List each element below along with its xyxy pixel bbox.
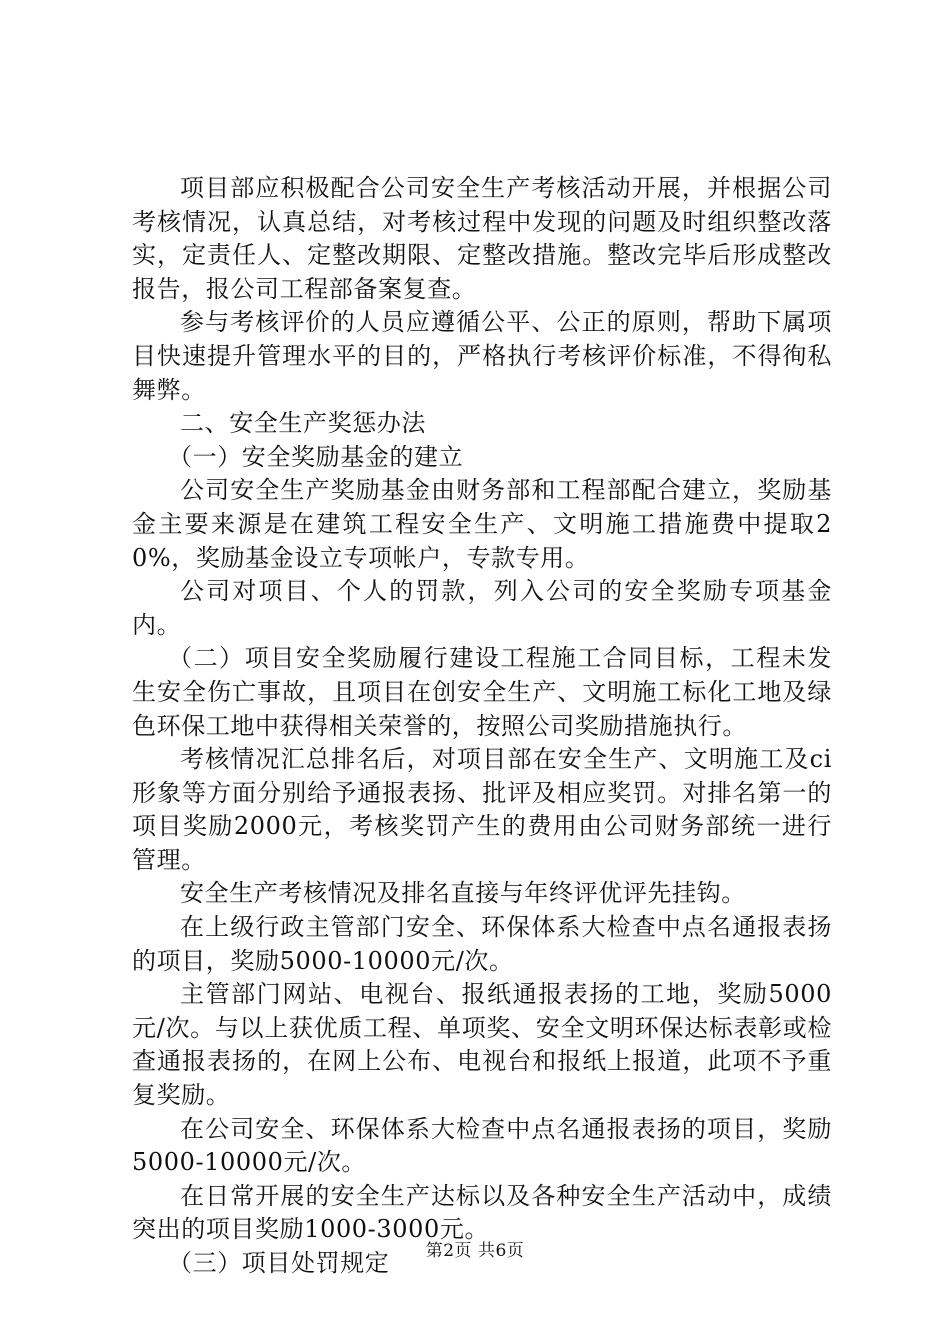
paragraph-company-inspection: 在公司安全、环保体系大检查中点名通报表扬的项目，奖励5000-10000元/次。	[132, 1114, 832, 1177]
page-number-footer: 第2页 共6页	[425, 1241, 525, 1261]
paragraph-project-reward: （二）项目安全奖励履行建设工程施工合同目标，工程未发生安全伤亡事故，且项目在创安全生产、文明施工标化工地及绿色环保工地中获得相关荣誉的，按照公司奖励措施执行。	[132, 644, 832, 740]
paragraph-media-praise: 主管部门网站、电视台、报纸通报表扬的工地，奖励5000元/次。与以上获优质工程、单项奖、安全文明环保达标表彰或检查通报表扬的，在网上公布、电视台和报纸上报道，此项不予重复奖励。	[132, 980, 832, 1110]
subsection-heading-reward-fund: （一）安全奖励基金的建立	[168, 442, 464, 471]
section-heading-rewards-penalties: 二、安全生产奖惩办法	[180, 409, 426, 438]
document-body	[132, 172, 832, 1281]
paragraph-higher-authority-praise: 在上级行政主管部门安全、环保体系大检查中点名通报表扬的项目，奖励5000-10000元/次。	[132, 913, 832, 975]
paragraph-rectification: 项目部应积极配合公司安全生产考核活动开展，并根据公司考核情况，认真总结，对考核过程中发现的问题及时组织整改落实，定责任人、定整改期限、定整改措施。整改完毕后形成整改报告，报公司工程部备案复查。	[132, 174, 832, 303]
paragraph-fines: 公司对项目、个人的罚款，列入公司的安全奖励专项基金内。	[132, 577, 832, 639]
paragraph-year-end: 安全生产考核情况及排名直接与年终评优评先挂钩。	[180, 879, 746, 908]
subsection-heading-penalties: （三）项目处罚规定	[168, 1249, 390, 1277]
paragraph-daily-activities: 在日常开展的安全生产达标以及各种安全生产活动中，成绩突出的项目奖励1000-3000元。	[132, 1181, 832, 1244]
paragraph-fund-establishment: 公司安全生产奖励基金由财务部和工程部配合建立，奖励基金主要来源是在建筑工程安全生产、文明施工措施费中提取20%，奖励基金设立专项帐户，专款专用。	[132, 476, 832, 572]
paragraph-ranking: 考核情况汇总排名后，对项目部在安全生产、文明施工及ci形象等方面分别给予通报表扬、批评及相应奖罚。对排名第一的项目奖励2000元，考核奖罚产生的费用由公司财务部统一进行管理。	[132, 745, 832, 874]
paragraph-evaluation-principles: 参与考核评价的人员应遵循公平、公正的原则，帮助下属项目快速提升管理水平的目的，严格执行考核评价标准，不得徇私舞弊。	[132, 308, 832, 404]
